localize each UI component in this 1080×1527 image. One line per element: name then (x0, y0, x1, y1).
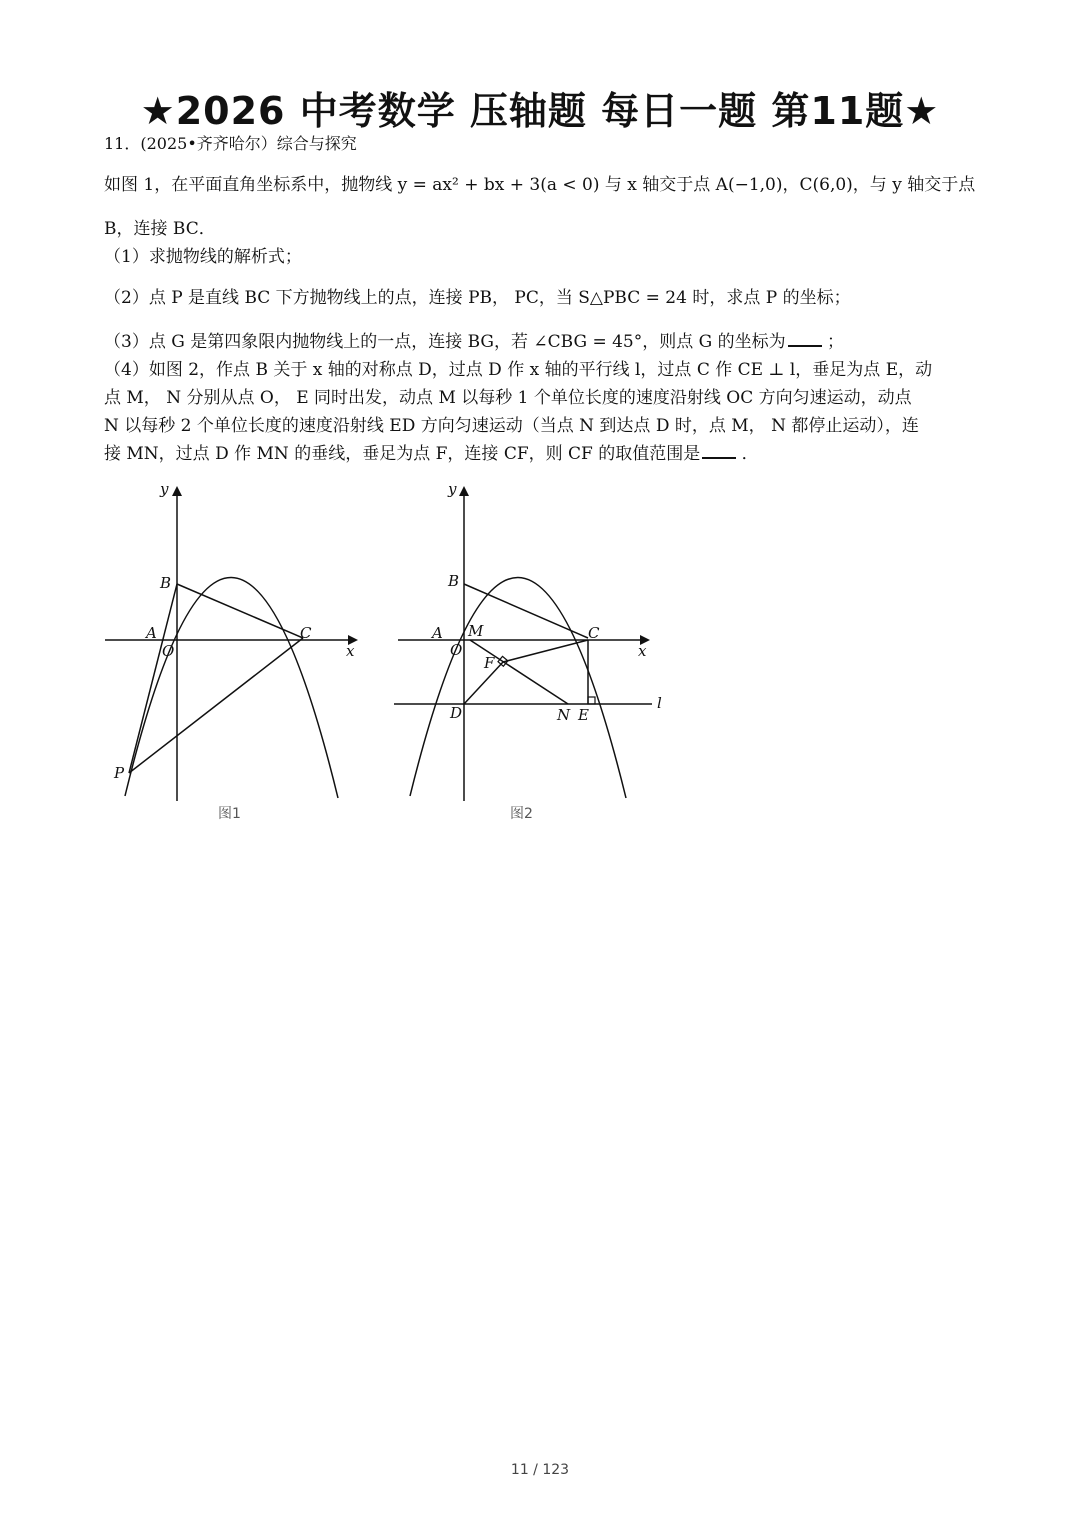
answer-blank (702, 443, 736, 459)
question-4-line-1: （4）如图 2，作点 B 关于 x 轴的对称点 D，过点 D 作 x 轴的平行线 l，过点 C 作 CE ⊥ l，垂足为点 E，动 (104, 360, 933, 380)
label-O: O (162, 642, 175, 660)
label-B: B (160, 574, 172, 592)
parabola (125, 577, 338, 798)
label-y: y (448, 480, 457, 498)
question-3-end: ； (827, 332, 845, 352)
label-D: D (450, 704, 463, 722)
label-B: B (448, 572, 460, 590)
label-C: C (300, 624, 312, 642)
problem-source: 11．(2025•齐齐哈尔）综合与探究 (104, 134, 357, 153)
label-l: l (657, 694, 662, 712)
figure-1-caption: 图1 (218, 806, 241, 822)
question-1: （1）求抛物线的解析式； (104, 247, 302, 267)
label-C: C (588, 624, 600, 642)
question-4-line-4 (104, 443, 759, 465)
label-N: N (557, 706, 571, 724)
y-axis-arrow (172, 486, 182, 496)
segment-PB (129, 584, 177, 773)
question-3-text: （3）点 G 是第四象限内抛物线上的一点，连接 BG，若 ∠CBG = 45°，则点 G 的坐标为 (104, 332, 786, 352)
y-axis-arrow (459, 486, 469, 496)
answer-blank (788, 331, 822, 347)
figure-2 (390, 478, 680, 832)
label-A: A (146, 624, 157, 642)
label-A: A (432, 624, 443, 642)
question-4-line-2: 点 M， N 分别从点 O， E 同时出发，动点 M 以每秒 1 个单位长度的速度沿射线 OC 方向匀速运动，动点 (104, 388, 912, 408)
question-4-end: ． (741, 444, 759, 464)
segment-CF (503, 640, 588, 662)
page-title: ★2026 中考数学 压轴题 每日一题 第11题★ (140, 89, 940, 133)
intro-line-2: B，连接 BC． (104, 219, 216, 239)
parabola (410, 577, 626, 798)
question-2: （2）点 P 是直线 BC 下方抛物线上的点，连接 PB， PC，当 S△PBC = 24 时，求点 P 的坐标； (104, 288, 851, 308)
segment-PC (129, 638, 303, 773)
label-M: M (468, 622, 484, 640)
label-E: E (578, 706, 589, 724)
segment-BC (177, 584, 303, 638)
page-number: 11 / 123 (510, 1462, 570, 1478)
label-y: y (160, 480, 169, 498)
intro-line-1: 如图 1，在平面直角坐标系中，抛物线 y = ax² + bx + 3(a < 0) 与 x 轴交于点 A(−1,0)，C(6,0)，与 y 轴交于点 (104, 175, 976, 195)
question-4-line-3: N 以每秒 2 个单位长度的速度沿射线 ED 方向匀速运动（当点 N 到达点 D 时，点 M， N 都停止运动），连 (104, 416, 919, 436)
label-F: F (484, 654, 495, 672)
question-3 (104, 331, 844, 353)
figure-2-caption: 图2 (510, 806, 533, 822)
label-O: O (450, 641, 463, 659)
question-4-text: 接 MN，过点 D 作 MN 的垂线，垂足为点 F，连接 CF，则 CF 的取值范围是 (104, 444, 701, 464)
label-x: x (638, 642, 647, 660)
label-P: P (114, 764, 125, 782)
label-x: x (346, 642, 355, 660)
right-angle-E (588, 697, 595, 704)
figure-1 (100, 478, 370, 832)
